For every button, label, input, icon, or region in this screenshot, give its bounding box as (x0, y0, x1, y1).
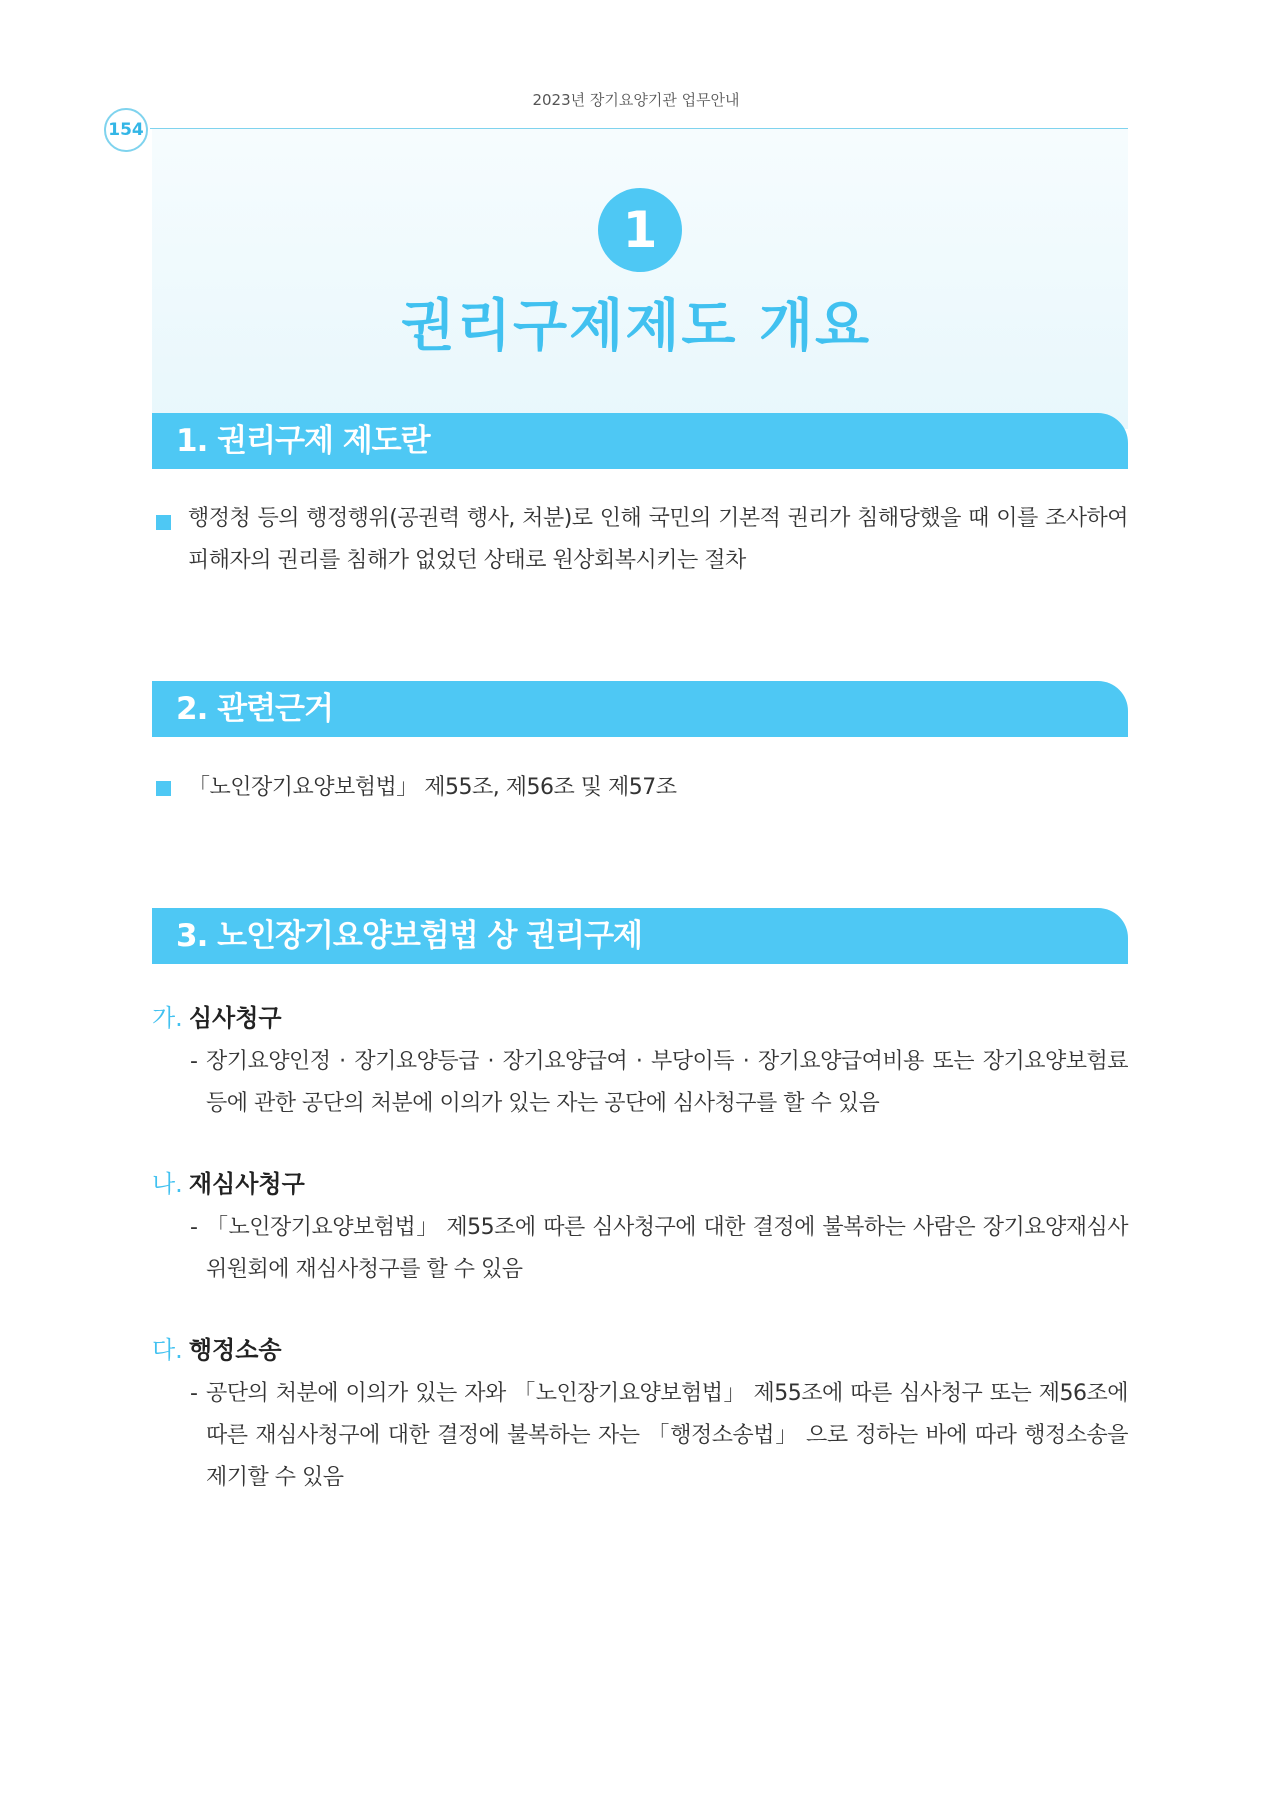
subsection-title: 재심사청구 (188, 1170, 305, 1198)
subsection-item-ga (190, 1041, 1128, 1125)
subsection-text: 장기요양인정 · 장기요양등급 · 장기요양급여 · 부당이득 · 장기요양급여비용 또는 장기요양보험료 등에 관한 공단의 처분에 이의가 있는 자는 공단에 심사청구를 할 수 있음 (206, 1049, 1128, 1116)
subsection-item-na (190, 1207, 1128, 1291)
chapter-title: 권리구제제도 개요 (400, 294, 872, 359)
subsection-heading-ga (152, 998, 282, 1033)
subsection-marker: 다. (152, 1336, 183, 1364)
subsection-text: 공단의 처분에 이의가 있는 자와 「노인장기요양보험법」 제55조에 따른 심사청구 또는 제56조에 따른 재심사청구에 대한 결정에 불복하는 자는 「행정소송법」 으로 정하는 바에 따라 행정소송을 제기할 수 있음 (206, 1381, 1128, 1490)
chapter-hero-panel (152, 129, 1128, 429)
subsection-heading-da (152, 1330, 282, 1365)
section-heading-3: 3. 노인장기요양보험법 상 권리구제 (152, 908, 1128, 964)
subsection-text: 「노인장기요양보험법」 제55조에 따른 심사청구에 대한 결정에 불복하는 사람은 장기요양재심사위원회에 재심사청구를 할 수 있음 (206, 1215, 1128, 1282)
bullet-square-icon (156, 515, 171, 530)
subsection-marker: 가. (152, 1004, 183, 1032)
subsection-marker: 나. (152, 1170, 183, 1198)
section-2-paragraph: 「노인장기요양보험법」 제55조, 제56조 및 제57조 (188, 775, 677, 800)
subsection-title: 심사청구 (188, 1004, 282, 1032)
chapter-number-circle: 1 (598, 188, 682, 272)
subsection-item-da (190, 1373, 1128, 1499)
dash-marker: - (190, 1215, 198, 1240)
section-heading-1: 1. 권리구제 제도란 (152, 413, 1128, 469)
running-header: 2023년 장기요양기관 업무안내 (532, 91, 740, 109)
subsection-title: 행정소송 (188, 1336, 282, 1364)
section-heading-2: 2. 관련근거 (152, 681, 1128, 737)
dash-marker: - (190, 1381, 198, 1406)
page-number-badge: 154 (104, 108, 148, 152)
dash-marker: - (190, 1049, 198, 1074)
bullet-square-icon (156, 781, 171, 796)
subsection-heading-na (152, 1164, 305, 1199)
section-1-paragraph: 행정청 등의 행정행위(공권력 행사, 처분)로 인해 국민의 기본적 권리가 침해당했을 때 이를 조사하여 피해자의 권리를 침해가 없었던 상태로 원상회복시키는 절차 (188, 506, 1128, 573)
